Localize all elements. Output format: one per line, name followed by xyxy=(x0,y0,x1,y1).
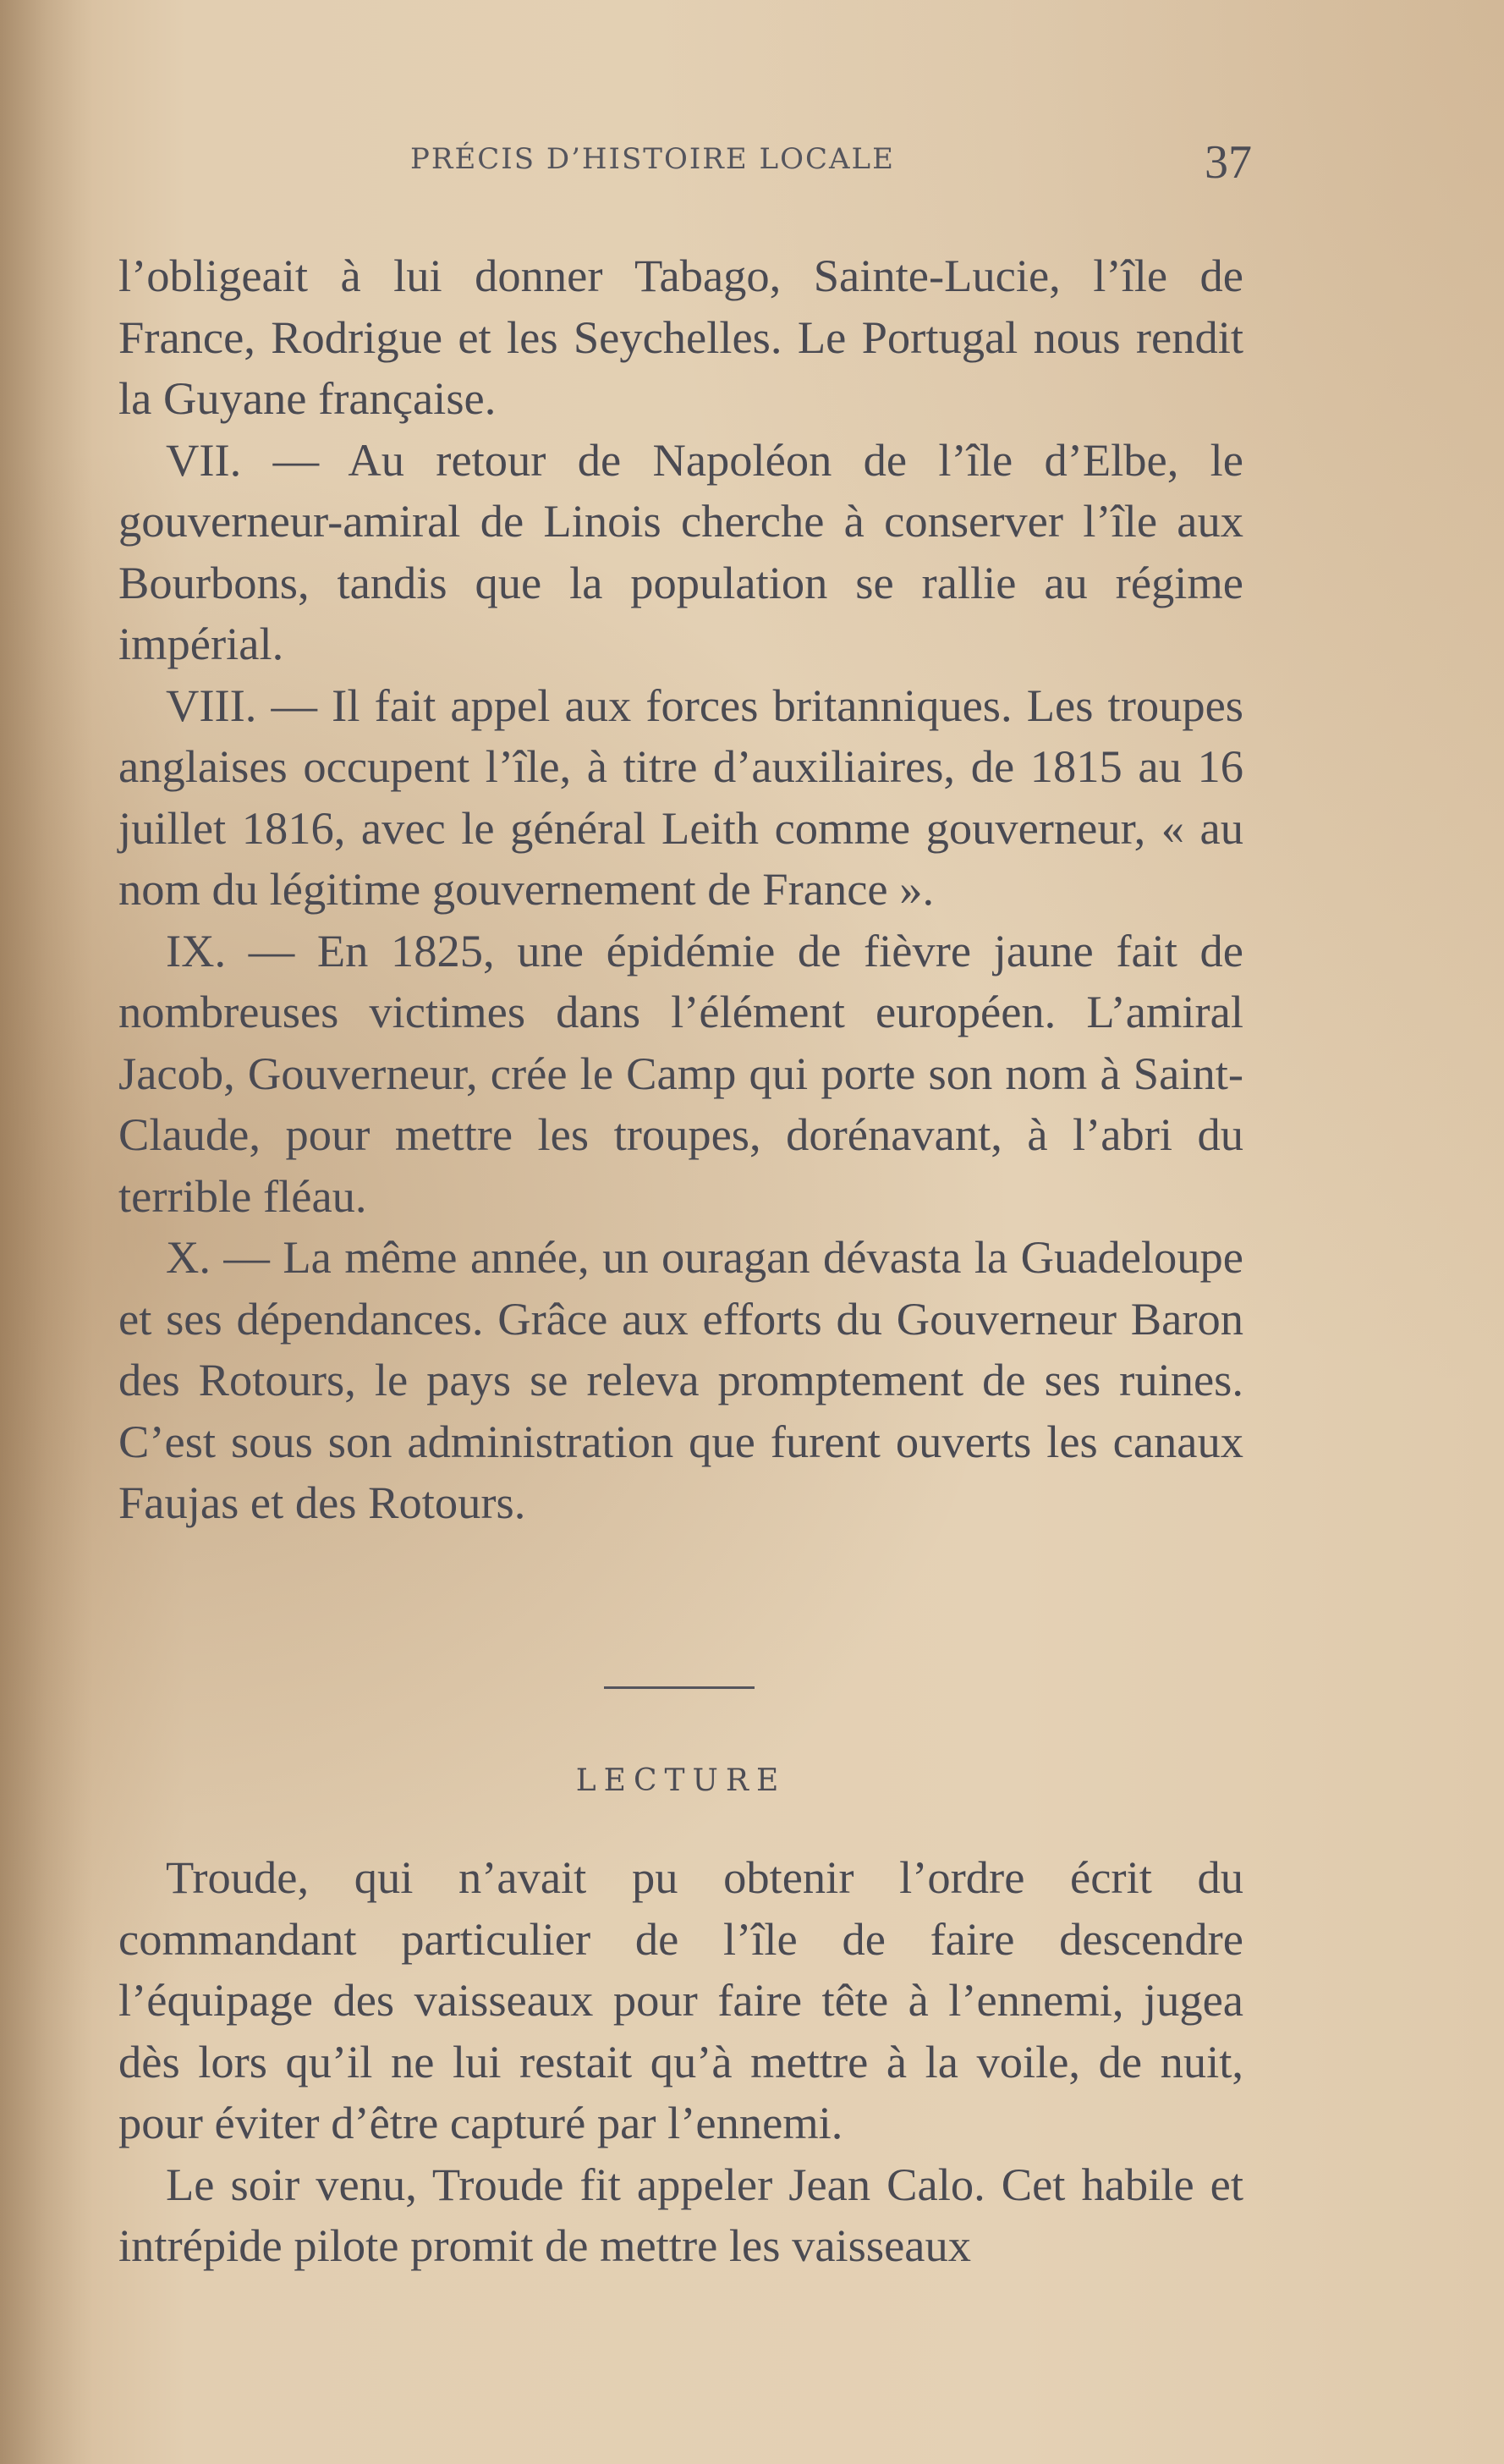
section-separator xyxy=(604,1686,755,1689)
reading-text xyxy=(118,1847,1243,2277)
reading-paragraph-2: Le soir venu, Troude fit appeler Jean Calo. Cet habile et intrépide pilote promit de mettre les vaisseaux xyxy=(118,2158,1243,2271)
paragraph-continuation: l’obligeait à lui donner Tabago, Sainte-Lucie, l’île de France, Rodrigue et les Seychelles. Le Portugal nous rendit la Guyane française. xyxy=(118,250,1243,424)
reading-paragraph-1: Troude, qui n’avait pu obtenir l’ordre écrit du commandant particulier de l’île de faire descendre l’équipage des vaisseaux pour faire tête à l’ennemi, jugea dès lors qu’il ne lui restait qu’à mettre à la voile, de nuit, pour éviter d’être capturé par l’ennemi. xyxy=(118,1851,1243,2148)
main-text xyxy=(118,245,1243,1534)
paragraph-ix: IX. — En 1825, une épidémie de fièvre jaune fait de nombreuses victimes dans l’élément européen. L’amiral Jacob, Gouverneur, crée le Camp qui porte son nom à Saint-Claude, pour mettre les troupes, dorénavant, à l’abri du terrible fléau. xyxy=(118,924,1243,1222)
page-header xyxy=(118,135,1252,189)
paragraph-viii: VIII. — Il fait appel aux forces britanniques. Les troupes anglaises occupent l’île, à titre d’auxiliaires, de 1815 au 16 juillet 1816, avec le général Leith comme gouverneur, « au nom du légitime gouvernement de France ». xyxy=(118,679,1243,915)
paragraph-x: X. — La même année, un ouragan dévasta la Guadeloupe et ses dépendances. Grâce aux efforts du Gouverneur Baron des Rotours, le pays se releva promptement de ses ruines. C’est sous son administration que furent ouverts les canaux Faujas et des Rotours. xyxy=(118,1231,1243,1528)
binding-shadow xyxy=(0,0,93,2464)
paragraph-vii: VII. — Au retour de Napoléon de l’île d’Elbe, le gouverneur-amiral de Linois cherche à conserver l’île aux Bourbons, tandis que la population se rallie au régime impérial. xyxy=(118,433,1243,669)
reading-heading: LECTURE xyxy=(575,1763,787,1798)
page-number: 37 xyxy=(1205,136,1252,189)
running-title: PRÉCIS D’HISTOIRE LOCALE xyxy=(410,142,895,176)
